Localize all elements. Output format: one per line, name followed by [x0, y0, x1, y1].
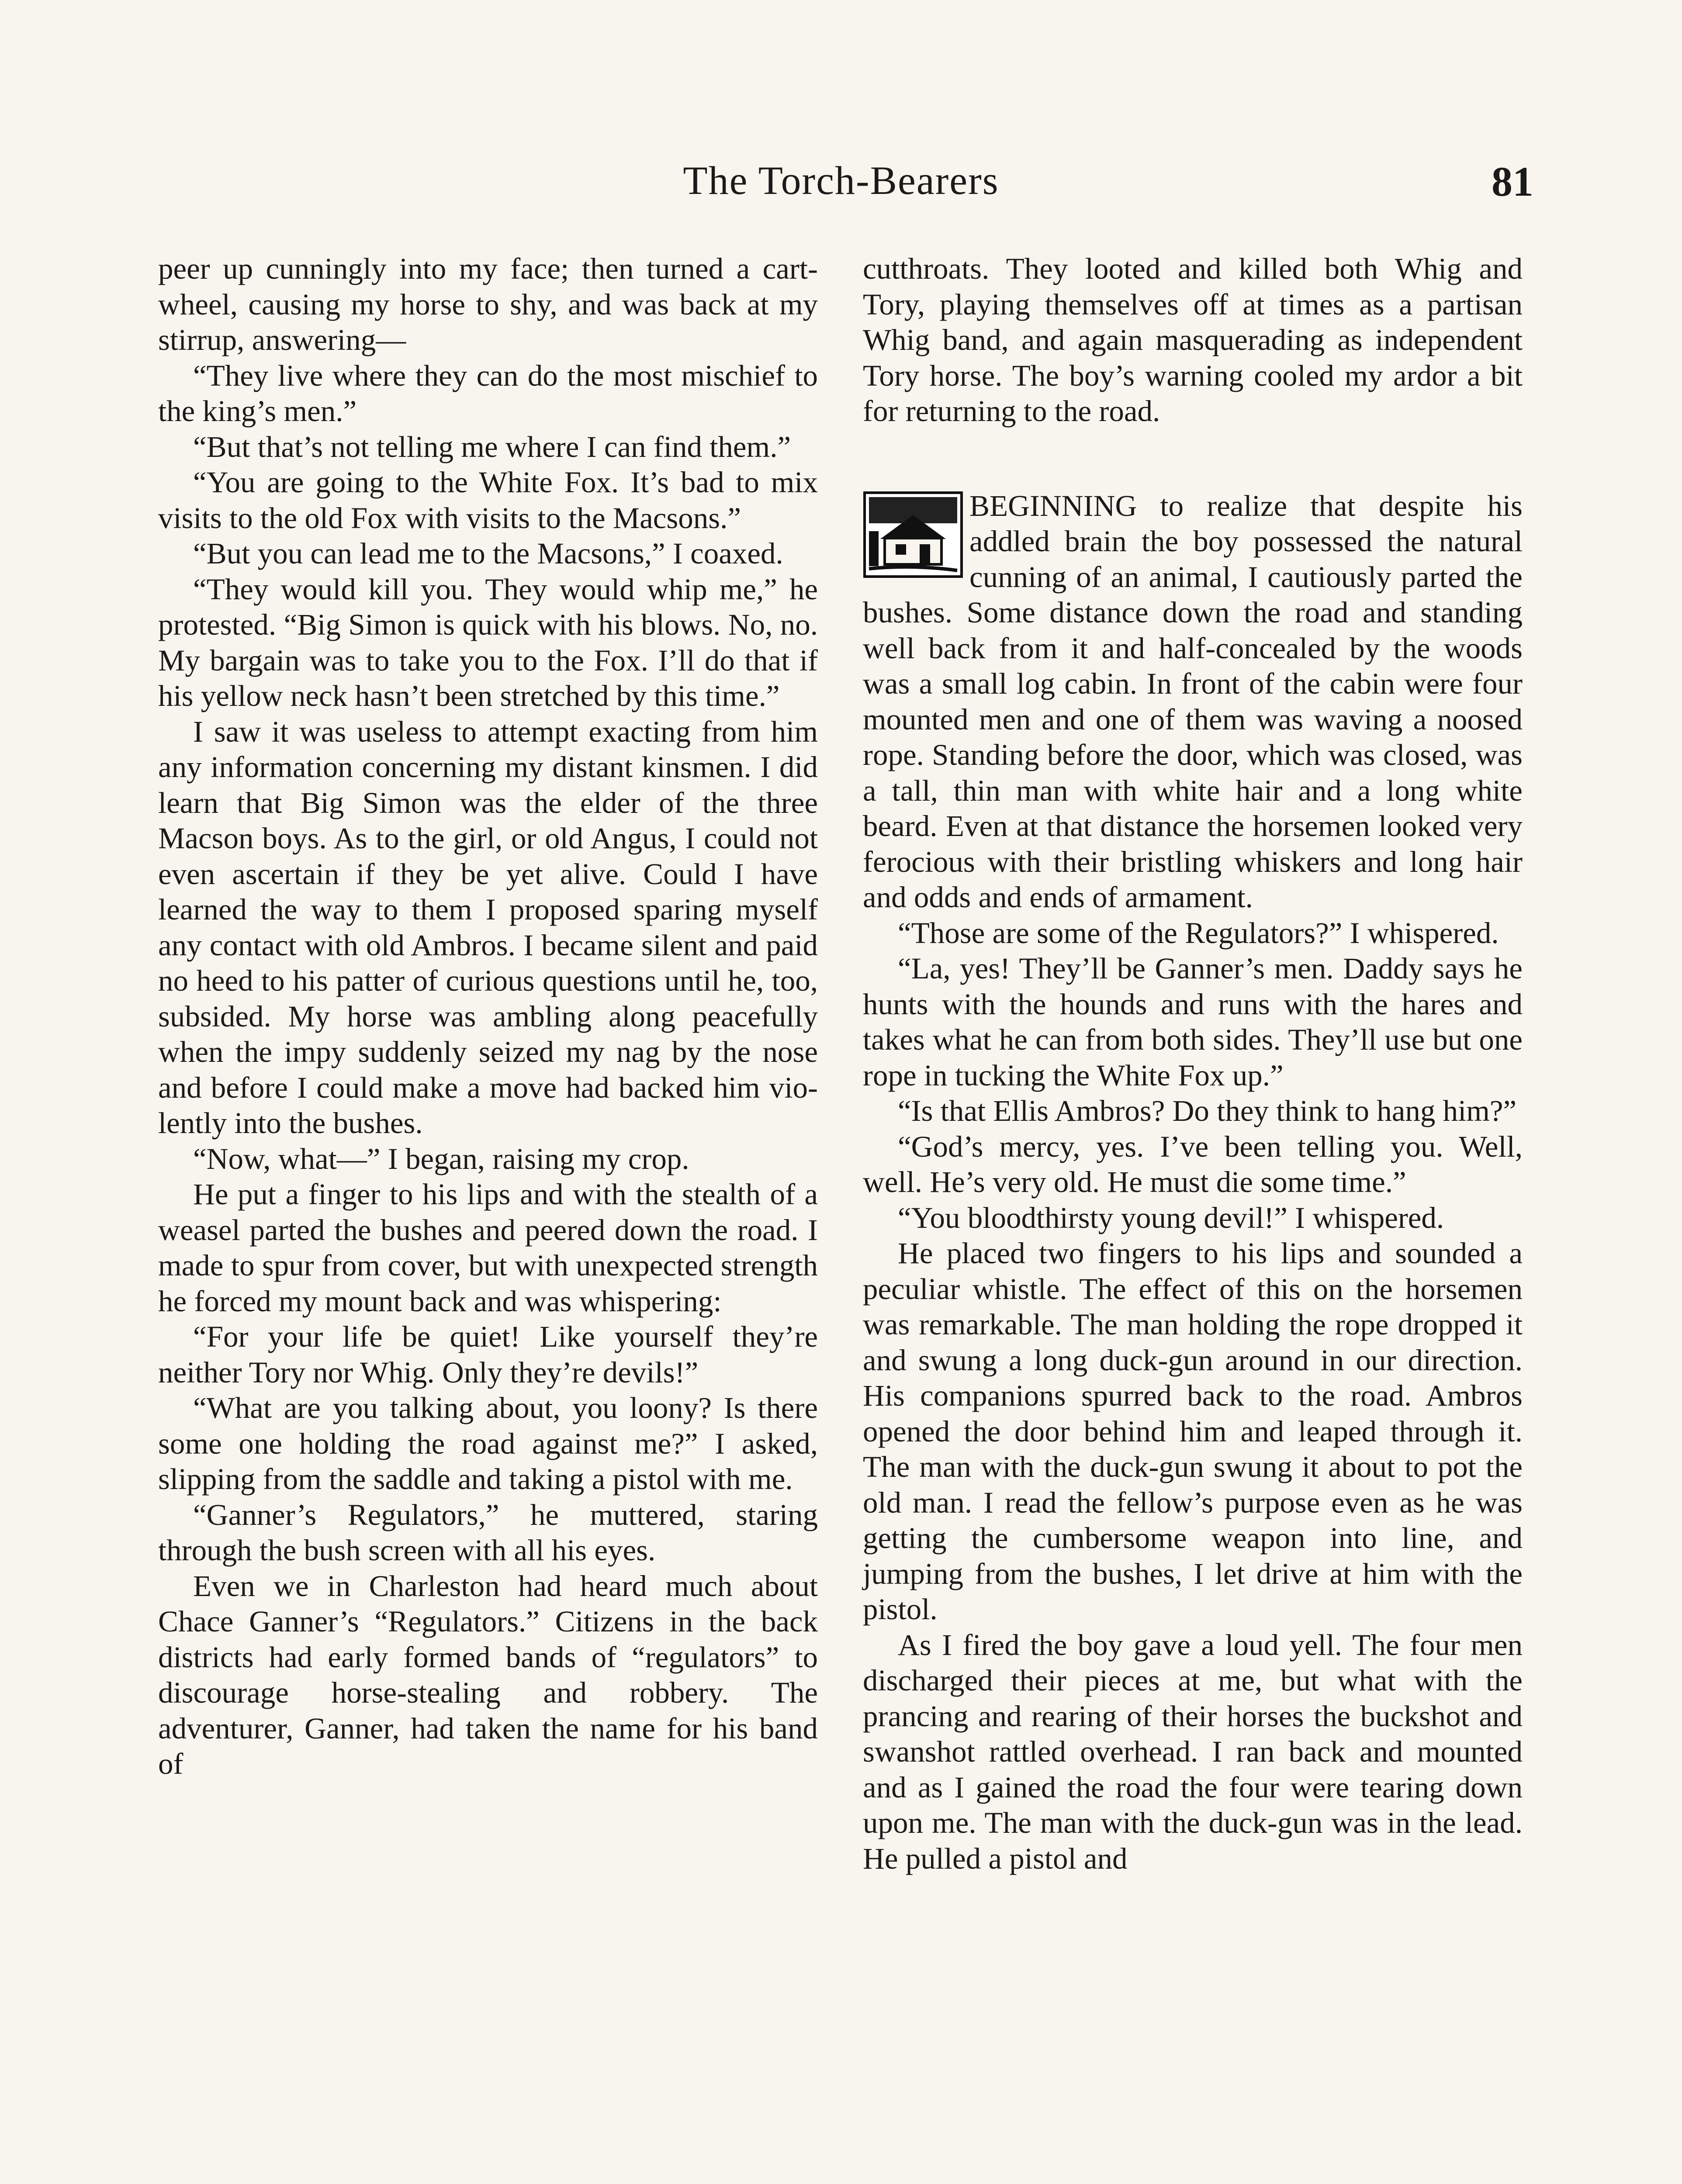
- paragraph: “Is that Ellis Ambros? Do they think to hang him?”: [898, 1094, 1517, 1127]
- paragraph: I saw it was useless to attempt exacting from him any information concerning my distant kinsmen. I did learn that Big Simon was the elder of the three Macson boys. As to the girl, or old Angus, I could not even ascertain if they be yet alive. Could I have learned the way to them I proposed sparing myself any contact with old Ambros. I became silent and paid no heed to his patter of curious questions until he, too, subsided. My horse was ambling along peacefully when the impy suddenly seized my nag by the nose and before I could make a move had backed him violently into the bushes.: [158, 715, 818, 1140]
- paragraph: “But that’s not telling me where I can find them.”: [193, 430, 791, 463]
- paragraph: “God’s mercy, yes. I’ve been telling you. Well, well. He’s very old. He must die some time.”: [863, 1130, 1523, 1199]
- cabin-dropcap-icon: [863, 491, 963, 578]
- paragraph: cutthroats. They looted and killed both Whig and Tory, playing themselves off at times as a partisan Whig band, and again masquerading as independent Tory horse. The boy’s warning cooled my ardor a bit for returning to the road.: [863, 252, 1523, 428]
- paragraph: peer up cunningly into my face; then turned a cart-wheel, causing my horse to shy, and was back at my stirrup, answering—: [158, 252, 818, 356]
- paragraph: Even we in Charleston had heard much about Chace Ganner’s “Regulators.” Citizens in the back districts had early formed bands of “regulators” to discourage horse-stealing and robbery. The adventurer, Ganner, had taken the name for his band of: [158, 1569, 818, 1780]
- paragraph: “What are you talking about, you loony? Is there some one holding the road against me?” I asked, slipping from the saddle and taking a pistol with me.: [158, 1391, 818, 1496]
- running-header: [0, 157, 1682, 218]
- paragraph: “You bloodthirsty young devil!” I whispered.: [898, 1201, 1444, 1234]
- running-title: The Torch-Bearers: [683, 158, 999, 203]
- section-break: [863, 488, 1523, 916]
- paragraph: As I fired the boy gave a loud yell. The four men discharged their pieces at me, but what with the prancing and rearing of their horses the buckshot and swanshot rattled overhead. I ran back and mounted and as I gained the road the four were tearing down upon me. The man with the duck-gun was in the lead. He pulled a pistol and: [863, 1628, 1523, 1875]
- paragraph: “They live where they can do the most mischief to the king’s men.”: [158, 359, 818, 428]
- paragraph: BEGINNING to realize that despite his addled brain the boy possessed the natural cunning of an animal, I cautiously parted the bushes. Some distance down the road and standing well back from it and half-concealed by the woods was a small log cabin. In front of the cabin were four mounted men and one of them was waving a noosed rope. Standing before the door, which was closed, was a tall, thin man with white hair and a long white beard. Even at that distance the horsemen looked very ferocious with their bristling whiskers and long hair and odds and ends of armament.: [863, 489, 1523, 914]
- paragraph: “For your life be quiet! Like yourself they’re neither Tory nor Whig. Only they’re devils!”: [158, 1320, 818, 1389]
- paragraph: “Those are some of the Regulators?” I whispered.: [898, 916, 1499, 950]
- paragraph: “Now, what—” I began, raising my crop.: [193, 1142, 689, 1175]
- paragraph: “Ganner’s Regulators,” he muttered, staring through the bush screen with all his eyes.: [158, 1498, 818, 1567]
- left-column: [158, 251, 818, 1782]
- paragraph: “La, yes! They’ll be Ganner’s men. Daddy says he hunts with the hounds and runs with the hares and takes what he can from both sides. They’ll use but one rope in tucking the White Fox up.”: [863, 952, 1523, 1092]
- right-column: [863, 251, 1523, 1876]
- page-number: 81: [1492, 158, 1533, 205]
- paragraph: “But you can lead me to the Macsons,” I coaxed.: [193, 537, 783, 570]
- paragraph: He placed two fingers to his lips and sounded a peculiar whistle. The effect of this on the horsemen was remarkable. The man holding the rope dropped it and swung a long duck-gun around in our direction. His companions spurred back to the road. Ambros opened the door behind him and leaped through it. The man with the duck-gun swung it about to pot the old man. I read the fellow’s purpose even as he was getting the cumbersome weapon into line, and jumping from the bushes, I let drive at him with the pistol.: [863, 1237, 1523, 1626]
- paragraph: He put a finger to his lips and with the stealth of a weasel parted the bushes and peered down the road. I made to spur from cover, but with unexpected strength he forced my mount back and was whispering:: [158, 1178, 818, 1318]
- paragraph: “They would kill you. They would whip me,” he protested. “Big Simon is quick with his blows. No, no. My bargain was to take you to the Fox. I’ll do that if his yellow neck hasn’t been stretched by this time.”: [158, 572, 818, 712]
- paragraph: “You are going to the White Fox. It’s bad to mix visits to the old Fox with visits to the Macsons.”: [158, 466, 818, 535]
